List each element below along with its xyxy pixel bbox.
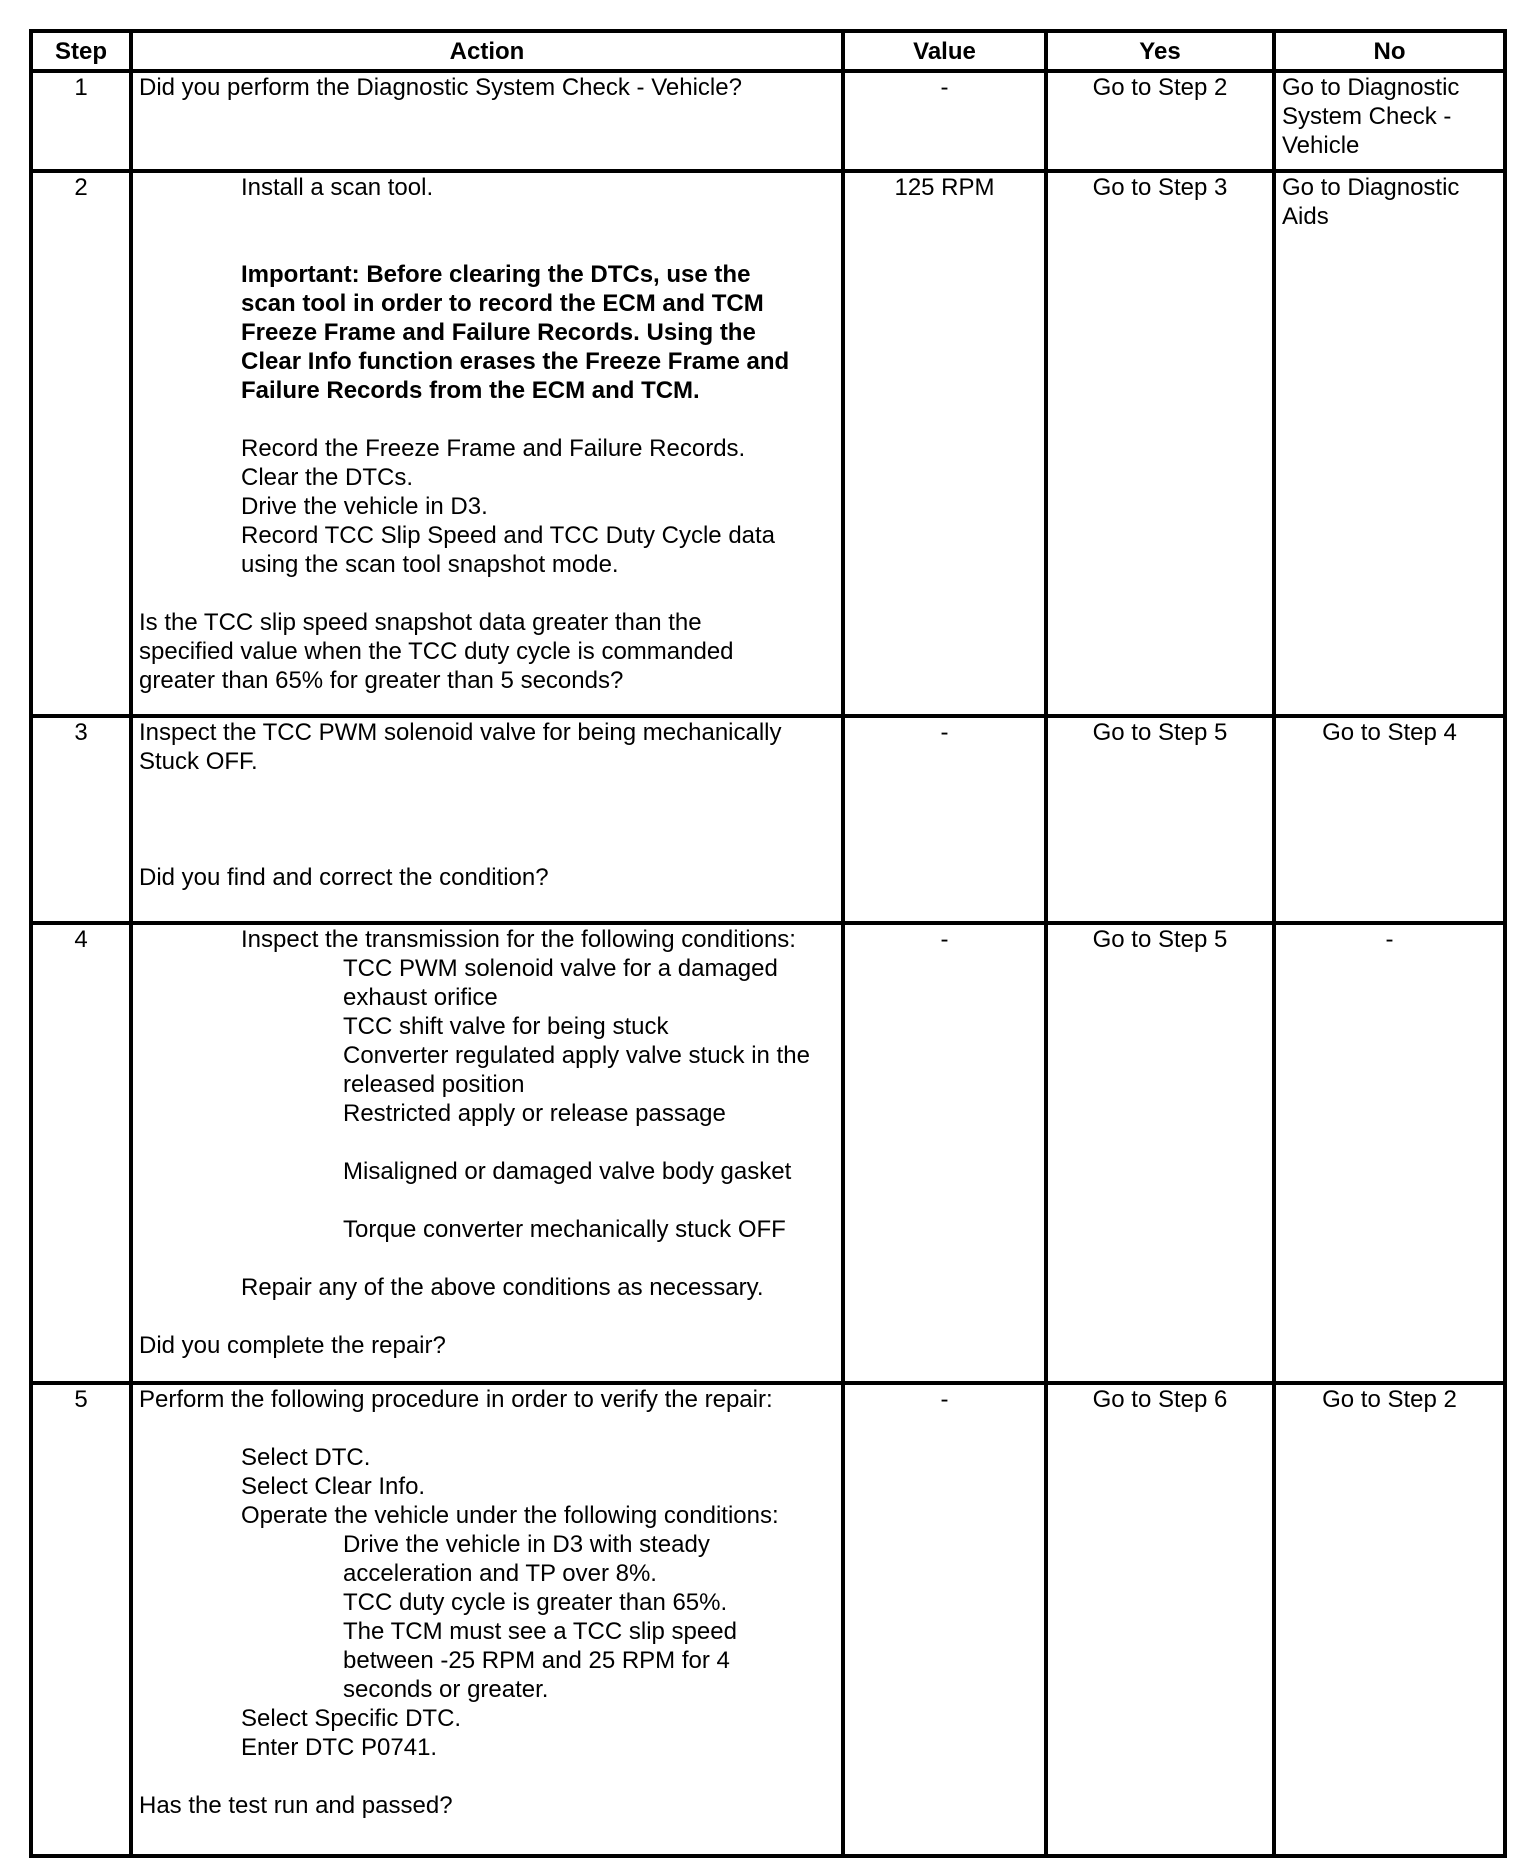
action-question-line: specified value when the TCC duty cycle is commanded <box>139 638 734 665</box>
important-note-line: Clear Info function erases the Freeze Frame and <box>241 348 790 375</box>
no-line: System Check - <box>1282 103 1452 130</box>
action-step-line: Select Clear Info. <box>241 1473 426 1500</box>
no-line: Aids <box>1282 203 1329 230</box>
table-row-step-3 <box>31 716 1505 923</box>
step-number: 5 <box>31 1383 131 1856</box>
condition-line: between -25 RPM and 25 RPM for 4 <box>343 1647 730 1674</box>
yes-cell: Go to Step 5 <box>1046 923 1274 1383</box>
condition-line: released position <box>343 1071 525 1098</box>
step-number: 4 <box>31 923 131 1383</box>
step-number: 2 <box>31 171 131 716</box>
important-note-line: scan tool in order to record the ECM and TCM <box>241 290 764 317</box>
table-row-step-4 <box>31 923 1505 1383</box>
value-cell: - <box>843 716 1046 923</box>
action-cell <box>131 716 843 923</box>
condition-line: Misaligned or damaged valve body gasket <box>343 1158 792 1185</box>
condition-line: exhaust orifice <box>343 984 498 1011</box>
value-cell: 125 RPM <box>843 171 1046 716</box>
action-repair: Repair any of the above conditions as necessary. <box>241 1274 764 1301</box>
value-cell: - <box>843 71 1046 171</box>
action-question-line: greater than 65% for greater than 5 seconds? <box>139 667 624 694</box>
action-question: Did you perform the Diagnostic System Check - Vehicle? <box>139 74 742 101</box>
no-cell <box>1274 71 1505 171</box>
value-cell: - <box>843 923 1046 1383</box>
no-cell <box>1274 171 1505 716</box>
no-cell: - <box>1274 923 1505 1383</box>
header-action: Action <box>131 31 843 71</box>
action-step-line: Record TCC Slip Speed and TCC Duty Cycle data <box>241 522 776 549</box>
table-row-step-2 <box>31 171 1505 716</box>
yes-cell: Go to Step 2 <box>1046 71 1274 171</box>
action-step-line: using the scan tool snapshot mode. <box>241 551 619 578</box>
table-row-step-1 <box>31 71 1505 171</box>
action-question: Did you find and correct the condition? <box>139 864 549 891</box>
no-line: Vehicle <box>1282 132 1360 159</box>
yes-cell: Go to Step 3 <box>1046 171 1274 716</box>
condition-line: seconds or greater. <box>343 1676 549 1703</box>
condition-line: Converter regulated apply valve stuck in the <box>343 1042 810 1069</box>
diagnostic-table <box>29 29 1507 1858</box>
step-number: 3 <box>31 716 131 923</box>
action-intro: Perform the following procedure in order to verify the repair: <box>139 1386 773 1413</box>
action-cell <box>131 923 843 1383</box>
important-note-line: Freeze Frame and Failure Records. Using the <box>241 319 756 346</box>
header-no: No <box>1274 31 1505 71</box>
action-step-line: Operate the vehicle under the following conditions: <box>241 1502 779 1529</box>
important-note-line: Important: Before clearing the DTCs, use the <box>241 261 751 288</box>
action-cell <box>131 171 843 716</box>
header-value: Value <box>843 31 1046 71</box>
action-step-line: Enter DTC P0741. <box>241 1734 438 1761</box>
action-step-line: Drive the vehicle in D3. <box>241 493 488 520</box>
action-cell <box>131 71 843 171</box>
no-cell: Go to Step 4 <box>1274 716 1505 923</box>
action-step-line: Select Specific DTC. <box>241 1705 462 1732</box>
header-row <box>31 31 1505 71</box>
action-question: Has the test run and passed? <box>139 1792 453 1819</box>
table-row-step-5 <box>31 1383 1505 1856</box>
action-line: Stuck OFF. <box>139 748 258 775</box>
condition-line: Restricted apply or release passage <box>343 1100 726 1127</box>
important-note-line: Failure Records from the ECM and TCM. <box>241 377 700 404</box>
header-step: Step <box>31 31 131 71</box>
action-step-line: Record the Freeze Frame and Failure Records. <box>241 435 746 462</box>
action-install: Install a scan tool. <box>241 174 434 201</box>
action-line: Inspect the TCC PWM solenoid valve for being mechanically <box>139 719 782 746</box>
no-line: Go to Diagnostic <box>1282 74 1460 101</box>
condition-line: The TCM must see a TCC slip speed <box>343 1618 737 1645</box>
action-question-line: Is the TCC slip speed snapshot data greater than the <box>139 609 702 636</box>
condition-line: Drive the vehicle in D3 with steady <box>343 1531 710 1558</box>
step-number: 1 <box>31 71 131 171</box>
action-question: Did you complete the repair? <box>139 1332 446 1359</box>
condition-line: acceleration and TP over 8%. <box>343 1560 657 1587</box>
action-step-line: Clear the DTCs. <box>241 464 414 491</box>
yes-cell: Go to Step 5 <box>1046 716 1274 923</box>
condition-line: TCC PWM solenoid valve for a damaged <box>343 955 778 982</box>
condition-line: TCC duty cycle is greater than 65%. <box>343 1589 728 1616</box>
action-intro: Inspect the transmission for the following conditions: <box>241 926 796 953</box>
no-cell: Go to Step 2 <box>1274 1383 1505 1856</box>
action-cell <box>131 1383 843 1856</box>
no-line: Go to Diagnostic <box>1282 174 1460 201</box>
action-step-line: Select DTC. <box>241 1444 371 1471</box>
condition-line: Torque converter mechanically stuck OFF <box>343 1216 786 1243</box>
yes-cell: Go to Step 6 <box>1046 1383 1274 1856</box>
value-cell: - <box>843 1383 1046 1856</box>
header-yes: Yes <box>1046 31 1274 71</box>
condition-line: TCC shift valve for being stuck <box>343 1013 669 1040</box>
